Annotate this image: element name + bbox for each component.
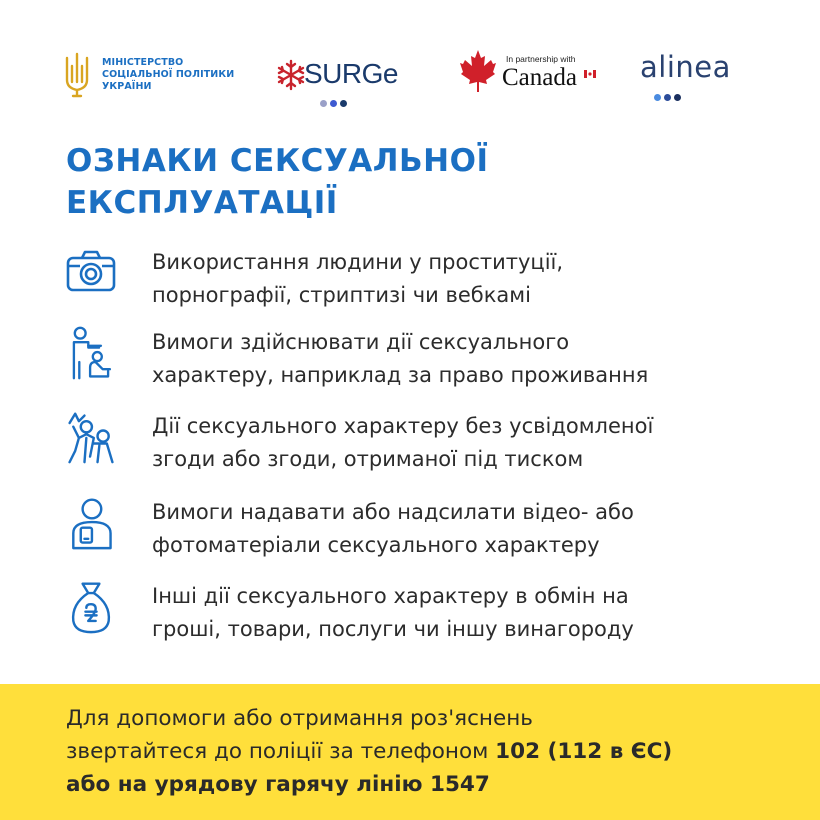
alinea-wordmark: alinea (640, 50, 731, 84)
list-item (0, 326, 820, 396)
money-bag-icon (64, 580, 118, 634)
page-title (66, 140, 489, 224)
ministry-line-2: СОЦІАЛЬНОЇ ПОЛІТИКИ (102, 69, 235, 80)
footer-line-2-text: звертайтеся до поліції за телефоном (66, 739, 496, 764)
ministry-logo (62, 52, 234, 98)
footer-line-1: Для допомоги або отримання роз'яснень (66, 706, 533, 731)
coercion-icon (64, 326, 118, 380)
footer-line-2 (66, 735, 672, 768)
maple-leaf-icon (460, 48, 496, 92)
title-line-1: ОЗНАКИ СЕКСУАЛЬНОЇ (66, 143, 489, 179)
hotline-number: або на урядову гарячу лінію 1547 (66, 772, 490, 797)
item-text-line: Використання людини у проституції, (152, 250, 564, 274)
item-text-line: Інші дії сексуального характеру в обмін на (152, 584, 629, 608)
trident-icon (62, 52, 92, 98)
item-text-line: порнографії, стриптизі чи вебкамі (152, 283, 531, 307)
list-item (0, 246, 820, 316)
item-text-line: Вимоги надавати або надсилати відео- або (152, 500, 634, 524)
alinea-dots (654, 94, 681, 101)
ministry-line-1: МІНІСТЕРСТВО (102, 57, 184, 68)
assault-icon (64, 410, 118, 464)
item-text-line: Вимоги здійснювати дії сексуального (152, 330, 570, 354)
police-phone-number: 102 (112 в ЄС) (495, 739, 673, 764)
item-text-line: фотоматеріали сексуального характеру (152, 533, 600, 557)
ministry-line-3: УКРАЇНИ (102, 81, 152, 92)
partner-logos (0, 40, 820, 110)
list-item (0, 496, 820, 566)
surge-wordmark: SURGe (304, 58, 398, 89)
item-text-line: гроші, товари, послуги чи іншу винагороду (152, 617, 634, 641)
item-text-line: Дії сексуального характеру без усвідомленої (152, 414, 654, 438)
canada-wordmark: Canada (502, 64, 577, 91)
help-footer (0, 684, 820, 820)
phone-person-icon (64, 496, 118, 550)
camera-icon (64, 246, 118, 300)
list-item (0, 410, 820, 480)
maple-snowflake-icon (274, 58, 308, 92)
partnership-text: In partnership with (506, 54, 576, 64)
surge-dots (320, 100, 347, 107)
title-line-2: ЕКСПЛУАТАЦІЇ (66, 185, 338, 221)
item-text-line: характеру, наприклад за право проживання (152, 363, 649, 387)
canada-flag-icon (584, 70, 596, 78)
list-item (0, 580, 820, 650)
item-text-line: згоди або згоди, отриманої під тиском (152, 447, 584, 471)
